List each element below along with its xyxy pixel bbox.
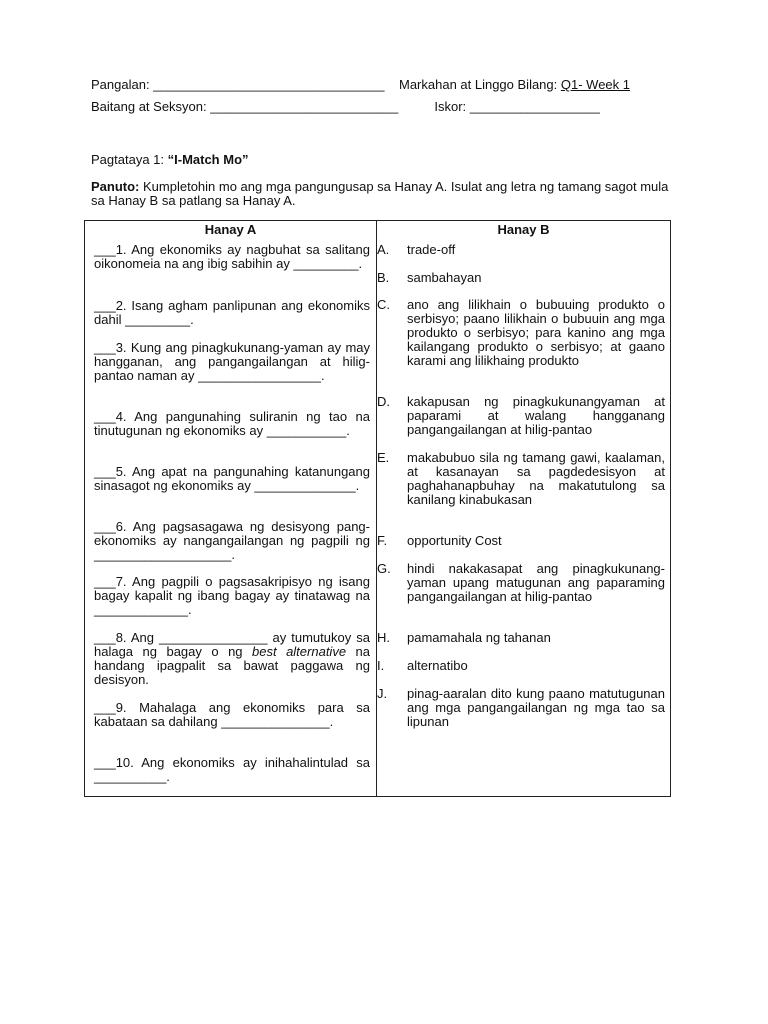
item-b-letter: H. [377,630,390,645]
name-field-label[interactable]: Pangalan: ________________________________ [91,77,385,92]
item-b-b [377,270,665,285]
item-a-7[interactable]: ___7. Ang pagpili o pagsasakripisyo ng isang bagay kapalit ng ibang bagay ay tinatawag na _____________. [94,574,370,617]
item-a-8-rest: na handang ipagpalit sa bawat paggawa ng desisyon. [94,644,370,687]
section-field-label[interactable]: Baitang at Seksyon: __________________________ [91,99,399,114]
item-a-8[interactable] [94,631,370,687]
item-b-d [377,394,665,437]
item-b-text: hindi nakakasapat ang pinagkukunang-yaman upang matugunan ang paparaming pangangailangan at hilig-pantao [407,561,665,604]
item-b-text: sambahayan [407,270,482,285]
item-a-4[interactable]: ___4. Ang pangunahing suliranin ng tao na tinutugunan ng ekonomiks ay ___________. [94,409,370,438]
week-value: Q1- Week 1 [560,77,630,92]
header-line-1 [91,78,630,92]
week-label: Markahan at Linggo Bilang: [398,77,561,92]
item-a-2[interactable]: ___2. Isang agham panlipunan ang ekonomiks dahil _________. [94,298,370,327]
activity-name: “I-Match Mo” [167,152,249,167]
item-a-8-italic: best alternative [252,644,347,659]
item-b-j [377,686,665,729]
item-b-e [377,450,665,507]
item-b-f [377,533,665,548]
matching-table [84,220,671,797]
item-a-8-text: ___8. Ang _______________ ay tumutukoy sa halaga ng bagay o ng [94,630,370,659]
item-b-text: pamamahala ng tahanan [407,630,551,645]
score-field-label[interactable]: Iskor: __________________ [434,99,600,114]
item-b-a [377,242,665,257]
item-a-6[interactable]: ___6. Ang pagsasagawa ng desisyong pang-ekonomiks ay nangangailangan ng pagpili ng ___________________. [94,519,370,562]
column-a-header: Hanay A [204,222,257,237]
item-b-text: trade-off [407,242,456,257]
item-b-text: pinag-aaralan dito kung paano matutugunan ang mga pangangailangan ng mga tao sa lipunan [407,686,665,729]
item-b-i [377,658,665,673]
item-b-text: makabubuo sila ng tamang gawi, kaalaman, at kasanayan sa pagdedesisyon at paghahanapbuhay na makatutulong sa kanilang kinabukasan [407,450,665,507]
column-b-header: Hanay B [497,222,550,237]
item-b-letter: F. [377,533,388,548]
item-b-letter: G. [377,561,391,576]
instructions-text: Kumpletohin mo ang mga pangungusap sa Hanay A. Isulat ang letra ng tamang sagot mula sa Hanay B sa patlang sa Hanay A. [91,179,669,208]
item-b-letter: C. [377,297,390,312]
item-a-9[interactable]: ___9. Mahalaga ang ekonomiks para sa kabataan sa dahilang _______________. [94,700,370,729]
item-b-c [377,297,665,368]
activity-title [91,153,249,167]
item-a-10[interactable]: ___10. Ang ekonomiks ay inihahalintulad sa __________. [94,755,370,784]
item-a-3[interactable]: ___3. Kung ang pinagkukunang-yaman ay may hangganan, ang pangangailangan at hilig-pantao naman ay _________________. [94,340,370,383]
item-b-text: ano ang lilikhain o bubuuing produkto o serbisyo; paano lilikhain o bubuuin ang mga produkto o serbisyo; para kanino ang mga kailangang produkto o serbisyo; at gaano karami ang lilikhaing produkto [407,297,665,368]
item-b-letter: D. [377,394,390,409]
item-b-letter: I. [377,658,385,673]
item-b-text: kakapusan ng pinagkukunangyaman at paparami at walang hangganang pangangailangan at hilig-pantao [407,394,665,437]
activity-prefix: Pagtataya 1: [91,152,168,167]
item-b-letter: J. [377,686,388,701]
item-a-5[interactable]: ___5. Ang apat na pangunahing katanungang sinasagot ng ekonomiks ay ______________. [94,464,370,493]
column-a [85,221,377,796]
item-b-g [377,561,665,604]
item-b-letter: E. [377,450,390,465]
item-b-text: opportunity Cost [407,533,502,548]
item-a-1[interactable]: ___1. Ang ekonomiks ay nagbuhat sa salitang oikonomeia na ang ibig sabihin ay _________. [94,242,370,271]
header-line-2 [91,100,600,114]
instructions-label: Panuto: [91,179,140,194]
item-b-letter: A. [377,242,390,257]
instructions [91,180,681,208]
item-b-text: alternatibo [407,658,468,673]
item-b-h [377,630,665,645]
item-b-letter: B. [377,270,390,285]
column-b [377,221,670,796]
